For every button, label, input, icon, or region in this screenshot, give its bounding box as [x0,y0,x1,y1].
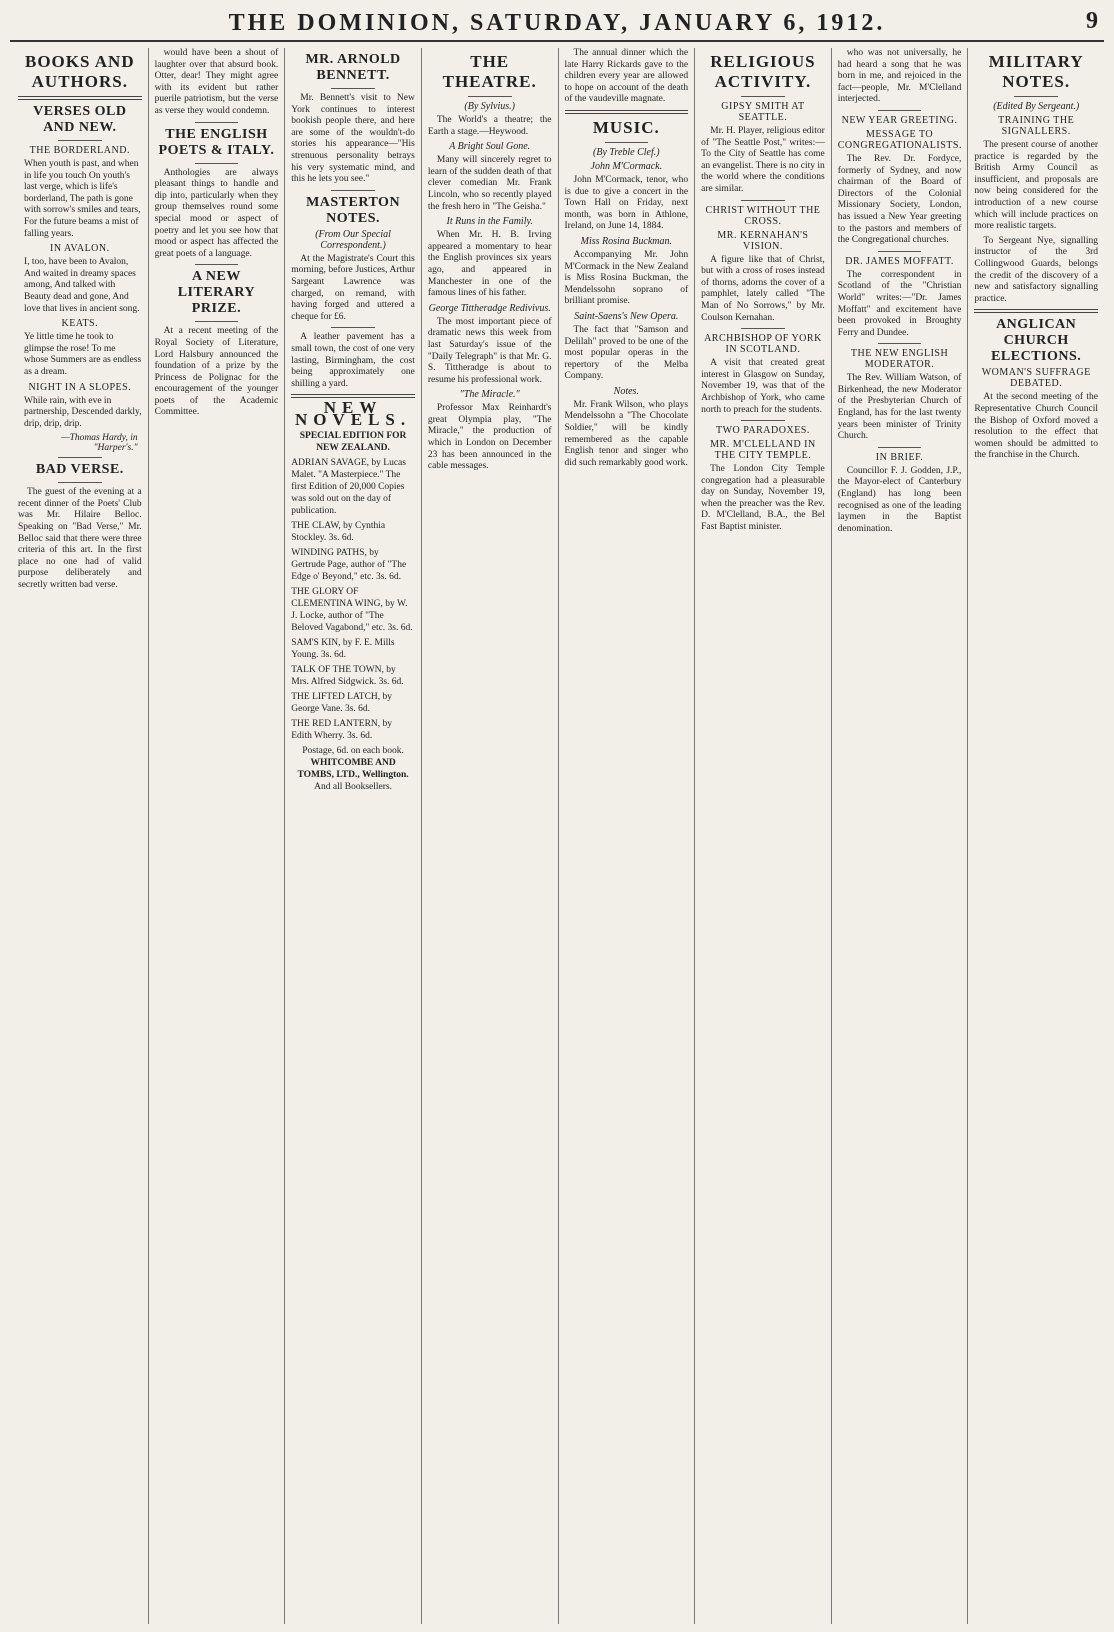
music-heading: MUSIC. [592,117,660,137]
paradoxes-heading: TWO PARADOXES. [716,425,810,437]
cross-heading: CHRIST WITHOUT THE CROSS. [705,204,821,227]
divider [468,96,512,97]
shilling-text: The annual dinner which the late Harry Rickards gave to the children every year are allowed to hope on account of the death of the vaudeville magnate. [564,48,689,105]
booksellers: And all Booksellers. [314,782,392,793]
brief-text: Councillor F. J. Godden, J.P., the Mayor-elect of Canterbury (England) has long been recognised as one of the leading laymen in the Baptist denomination. [837,465,962,534]
bad-verse-text: The guest of the evening at a recent dinner of the Poets' Club was Mr. Hilaire Belloc. Speaking on "Bad Verse," Mr. Belloc said that there were three criteria of this art. In the first place no one had of valid purpose deliberately and secretly written bad verse. [18,487,142,591]
temple-text: The London City Temple congregation had a pleasurable day on Sunday, November 19, when the preacher was the Rev. D. M'Clelland, B.A., the Bel Fast Baptist minister. [701,464,825,533]
new-year-text: The Rev. Dr. Fordyce, formerly of Sydney, and now chairman of the Board of Directors of the Colonial Missionary Society, London, has issued a New Year greeting to the pastors and members of the Congregational churches. [837,153,962,246]
buckman-text: Accompanying Mr. John M'Cormack in the New Zealand is Miss Rosina Buckman, the Mendelssohn soprano of brilliant promise. [564,249,689,307]
anglican-heading: ANGLICAN CHURCH ELECTIONS. [991,317,1082,365]
divider [605,142,649,143]
novel-title-7: THE RED LANTERN, by Edith Wherry. 3s. 6d. [291,719,393,742]
column-5 [559,48,696,1624]
divider [331,327,375,328]
bennett-heading: MR. ARNOLD BENNETT. [305,52,401,83]
english-poets-text: Anthologies are always pleasant things to handle and dip into, particularly when they group themselves round some special mood or aspect of poetry and let you see how that mood or aspect has affected the great poets of a language. [154,167,279,259]
novels-label: NEW NOVELS. [294,398,412,430]
night-text: While rain, with eve in partnership, Descended darkly, drip, drip, drip. [24,395,142,429]
miracle-heading: "The Miracle." [459,389,520,401]
masterton-sub: (From Our Special Correspondent.) [315,228,391,251]
divider [58,140,102,141]
military-byline: (Edited By Sergeant.) [993,101,1080,112]
avalon-heading: IN AVALON. [49,243,110,255]
literary-prize-text: At a recent meeting of the Royal Society of Literature, Lord Halsbury announced the foundation of a prize by the Princess de Polignac for the encouragement of the younger poets of the Academic Committee. [154,326,279,418]
adrian-savage: ADRIAN SAVAGE, by Lucas Malet. "A Masterpiece." The first Edition of 20,000 Copies was sold out on the day of publication. [291,458,406,517]
saint-saens-text: The fact that "Samson and Delilah" proved to be one of the most popular operas in the repertory of the Melba Company. [564,324,689,382]
novel-title-1: THE CLAW, by Cynthia Stockley. 3s. 6d. [291,521,386,544]
page-number: 9 [1086,8,1098,34]
bright-soul-text: Many will sincerely regret to learn of the sudden death of that clever comedian Mr. Frank Lincoln, who so recently played the fresh hero in "The Geisha." [427,155,552,212]
masthead-title: THE DOMINION, SATURDAY, JANUARY 6, 1912. [228,9,886,36]
verses-heading: VERSES OLD AND NEW. [33,104,127,135]
divider [331,190,375,191]
novels-advert [291,398,415,793]
moffatt-text: The correspondent in Scotland of the "Christian World" writes:—"Dr. James Moffatt" and excitement have been provoked in Broughty Ferry and Dundee. [837,269,962,338]
tittheradge-text: The most important piece of dramatic news this week from last Saturday's issue of the "Daily Telegraph" is that Mr. G. S. Tittheradge is about to resume his professional work. [427,316,552,385]
music-byline: (By Treble Clef.) [593,146,660,158]
intro-text: would have been a shout of laughter over that absurd book. Otter, dear! They might agree with its evident but rather puerile patriotism, but the verse as verse they would condemn. [154,48,279,116]
divider [195,163,239,164]
york-text: A visit that created great interest in Glasgow on Sunday, November 19, was that of the Archbishop of York, who came north to preach for the students. [701,358,825,415]
saint-saens-heading: Saint-Saens's New Opera. [574,310,679,322]
mccormack-text: John M'Cormack, tenor, who is due to give a concert in the Town Hall on Friday, next month, was born in Athlone, Ireland, on June 14, 1884. [564,174,689,232]
training-text: The present course of another practice is regarded by the British Army Council as insufficient, and proposals are now being considered for the introduction of a new course which will include practices on more realistic targets. [974,140,1098,232]
novel-title-2: WINDING PATHS, by Gertrude Page, author of "The Edge o' Beyond," etc. 3s. 6d. [291,548,407,583]
kernahan-heading: MR. KERNAHAN'S VISION. [717,229,809,252]
divider [1014,96,1058,97]
divider [741,96,785,97]
divider [878,447,922,448]
training-heading: TRAINING THE SIGNALLERS. [998,115,1075,137]
column-8 [968,48,1104,1624]
religious-heading: RELIGIOUS ACTIVITY. [710,52,816,91]
books-authors-heading: BOOKS AND AUTHORS. [25,52,135,91]
kernahan-text: A figure like that of Christ, but with a cross of roses instead of thorns, adorns the cover of a pamphlet, lately called "The Man of No Sorrows," by Mr. Coulson Kernahan. [701,254,825,323]
borderland-text: When youth is past, and when in life you touch On youth's last verge, which is life's borderland, The path is gone with sorrow's smiles and tears, For the future beams a mist of falling years. [24,159,141,239]
anglican-text: At the second meeting of the Representative Church Council the Bishop of Oxford moved a resolution to the effect that women should be admitted to the franchise in the Church. [974,392,1098,461]
divider [18,96,142,100]
divider [741,328,785,329]
leather-text: A leather pavement has a small town, the cost of one very lasting, Birmingham, the cost being approximately one shilling a yard. [291,332,415,389]
divider [878,251,922,252]
avalon-text: I, too, have been to Avalon, And waited in dreamy spaces among, And talked with Beauty dead and gone, And love that lives in ancient song. [24,257,140,314]
buckman-heading: Miss Rosina Buckman. [580,235,672,247]
moderator-text: The Rev. William Watson, of Birkenhead, the new Moderator of the Presbyterian Church of England, has for the last twenty years been minister of Trinity Church. [837,373,962,442]
divider [195,122,239,123]
keats-poem [18,332,142,378]
divider [565,110,689,114]
york-heading: ARCHBISHOP OF YORK IN SCOTLAND. [704,333,822,356]
divider [878,343,922,344]
gipsy-heading: GIPSY SMITH AT SEATTLE. [721,101,805,123]
theatre-quote: The World's a theatre; the Earth a stage.—Heywood. [427,115,552,137]
keats-text: Ye little time he took to glimpse the rose! To me whose Summers are as endless as a dream. [24,332,142,377]
night-poem [18,396,142,431]
column-3 [285,48,422,1624]
tittheradge-heading: George Tittheradge Redivivus. [428,302,551,314]
military-heading: MILITARY NOTES. [988,52,1084,91]
signalling-text: To Sergeant Nye, signalling instructor of the 3rd Collingwood Guards, belongs the credit of the discovery of a new and satisfactory signalling practice. [974,235,1098,304]
borderland-heading: THE BORDERLAND. [29,145,130,156]
theatre-heading: THE THEATRE. [442,52,537,91]
gipsy-text: Mr. H. Player, religious editor of "The Seattle Post," writes:— To the City of Seattle has come an evangelist. There is no city in the world where the conditions are similar. [701,126,825,194]
english-poets-heading: THE ENGLISH POETS & ITALY. [158,126,275,158]
brief-heading: IN BRIEF. [875,451,924,463]
divider [195,264,239,265]
night-heading: NIGHT IN A SLOPES. [28,381,132,393]
column-2 [149,48,286,1624]
divider [741,200,785,201]
novel-title-3: THE GLORY OF CLEMENTINA WING, by W. J. Locke, author of "The Beloved Vagabond," etc. 3s. 6d. [291,587,413,634]
miracle-text: Professor Max Reinhardt's great Olympia play, "The Miracle," the production of which in London on December 23 has been announced in the cable messages. [427,403,552,472]
columns [12,48,1104,1624]
divider [878,110,922,111]
runs-family-text: When Mr. H. B. Irving appeared a momentary to hear the English provinces six years ago, and appeared in Manchester in one of the famous lines of his father. [427,230,552,299]
special-edition: SPECIAL EDITION FOR NEW ZEALAND. [299,431,407,454]
runs-family-heading: It Runs in the Family. [446,216,533,228]
hardy-attribution: —Thomas Hardy, in "Harper's." [61,433,138,454]
column-6 [695,48,832,1624]
keats-heading: KEATS. [61,318,99,330]
theatre-byline: (By Sylvius.) [464,101,515,112]
column-1 [12,48,149,1624]
literary-prize-heading: A NEW LITERARY PRIZE. [177,269,256,317]
notes-text: Mr. Frank Wilson, who plays Mendelssohn a "The Chocolate Soldier," will be kindly remembered as the capable English tenor and singer who did such remarkably good work. [564,399,689,468]
mccormack-heading: John M'Cormack. [590,160,663,172]
temple-heading: MR. M'CLELLAND IN THE CITY TEMPLE. [710,439,816,462]
notes-heading: Notes. [613,385,639,397]
avalon-poem [18,257,142,315]
borderland-poem [18,159,142,240]
novel-title-5: TALK OF THE TOWN, by Mrs. Alfred Sidgwick. 3s. 6d. [291,665,404,688]
unionism-text: who was not universally, he had heard a song that he was born in me, and rejoiced in the fact—people, Mr. M'Clelland interjected. [837,48,962,105]
masthead [10,6,1104,42]
bright-soul-heading: A Bright Soul Gone. [449,141,531,153]
moderator-heading: THE NEW ENGLISH MODERATOR. [850,348,949,371]
divider [58,482,102,483]
masterton-heading: MASTERTON NOTES. [306,194,401,226]
divider [741,420,785,421]
moffatt-heading: DR. JAMES MOFFATT. [845,255,954,267]
suffrage-heading: WOMAN'S SUFFRAGE DEBATED. [981,367,1091,390]
masterton-text: At the Magistrate's Court this morning, before Justices, Arthur Sargeant Lawrence was charged, on remand, with having forged and uttered a cheque for £6. [291,253,415,322]
bad-verse-heading: BAD VERSE. [35,462,124,478]
divider [58,457,102,458]
bennett-text: Mr. Bennett's visit to New York continues to interest bookish people there, and here are some of the wouldn't-do stories his appearance—"His strenuous personality betrays his very systematic mind, and this he lets you see." [291,93,415,185]
postage-note: Postage, 6d. on each book. [302,746,404,757]
novel-title-4: SAM'S KIN, by F. E. Mills Young. 3s. 6d. [291,638,395,661]
new-year-heading: NEW YEAR GREETING. [841,114,958,126]
novel-title-6: THE LIFTED LATCH, by George Vane. 3s. 6d. [291,692,393,715]
column-4 [422,48,559,1624]
column-7 [832,48,969,1624]
divider [195,321,239,322]
divider [331,88,375,89]
congregational-heading: MESSAGE TO CONGREGATIONALISTS. [837,128,962,151]
publisher: WHITCOMBE AND TOMBS, LTD., Wellington. [297,758,409,781]
divider [974,309,1098,313]
